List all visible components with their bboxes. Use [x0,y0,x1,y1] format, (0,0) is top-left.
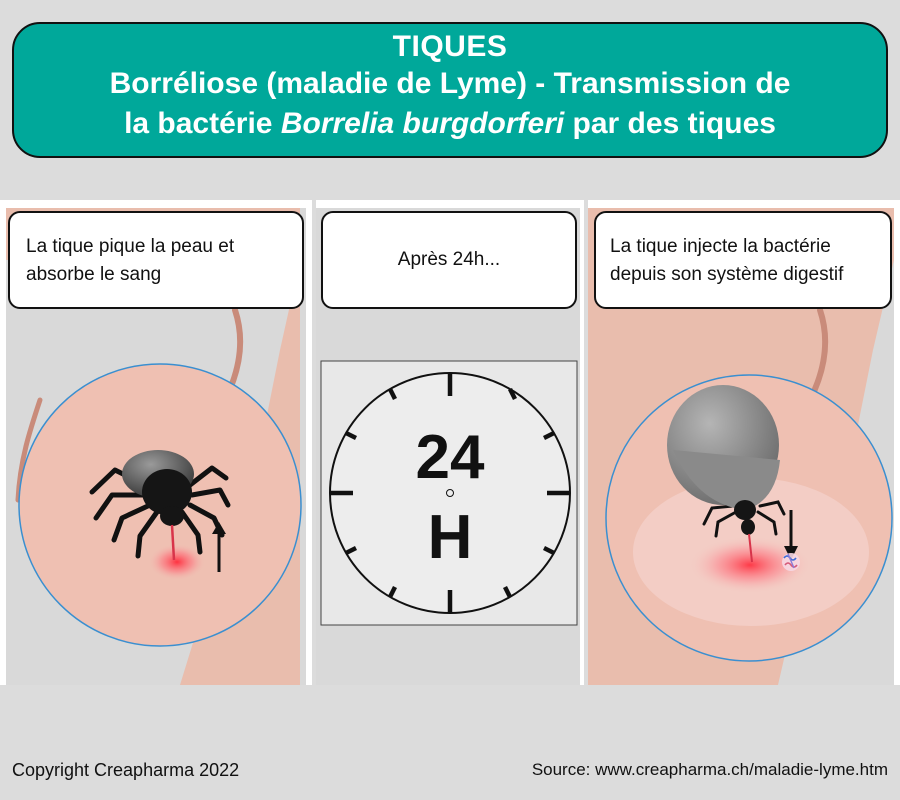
clock-unit: H [427,503,473,572]
bite-redness [149,544,205,580]
panel-bacteria-injection [588,200,900,685]
caption-text: La tique injecte la bactérie depuis son système digestif [610,236,844,285]
tick-shield [734,500,756,520]
panel-tick-bite [0,200,312,685]
title-banner [12,22,888,158]
subtitle-line-2-pre: la bactérie [124,107,281,140]
subtitle-line-2 [14,104,886,144]
copyright: Copyright Creapharma 2022 [12,760,240,780]
tick-head [160,506,184,526]
clock-number: 24 [415,423,485,492]
caption-bubble [594,211,892,309]
caption-text: La tique pique la peau et absorbe le sang [26,236,235,285]
caption-bubble [321,211,577,309]
tick-head [741,519,755,535]
subtitle-line-2-post: par des tiques [564,107,776,140]
bacteria-icon [782,553,800,571]
title: TIQUES [392,30,508,63]
caption-text: Après 24h... [397,249,501,270]
bacteria-name: Borrelia burgdorferi [280,107,565,140]
subtitle-line-1: Borréliose (maladie de Lyme) - Transmission de [109,67,791,100]
caption-bubble [8,211,304,309]
panel-after-24h [316,200,584,685]
source-link[interactable]: Source: www.creapharma.ch/maladie-lyme.htm [531,760,888,779]
